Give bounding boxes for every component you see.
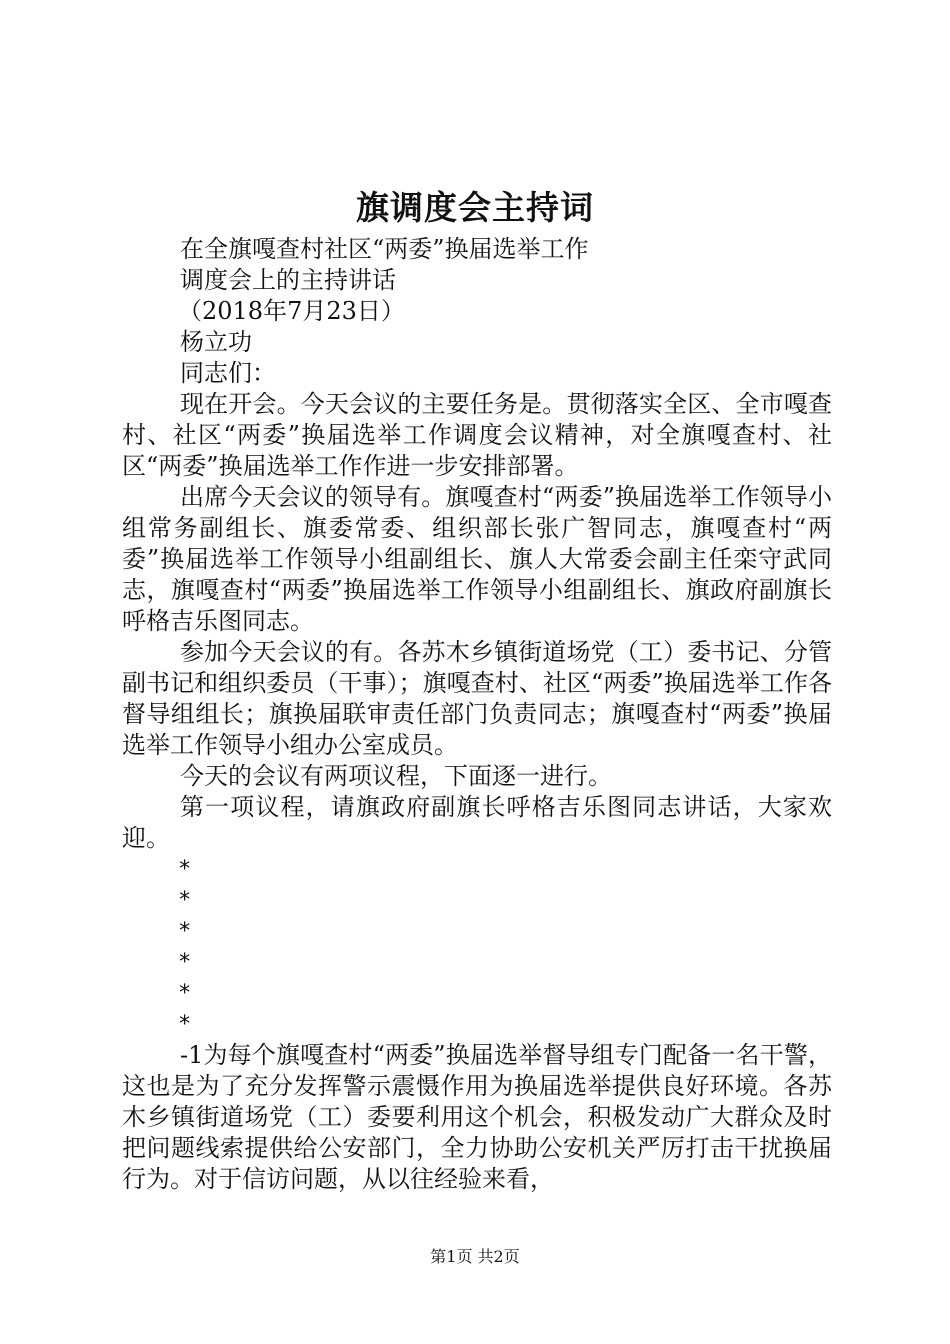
separator-star: * [178,1012,192,1037]
header-line-salutation: 同志们： [180,359,276,387]
header-line-speaker: 杨立功 [180,328,252,356]
paragraph-first-item: 第一项议程，请旗政府副旗长呼格吉乐图同志讲话，大家欢迎。 [122,793,832,852]
paragraph-attending-leaders: 出席今天会议的领导有。旗嘎查村“两委”换届选举工作领导小组常务副组长、旗委常委、组织部长张广智同志，旗嘎查村“两委”换届选举工作领导小组副组长、旗人大常委会副主任栾守武同志，旗嘎查村“两委”换届选举工作领导小组副组长、旗政府副旗长呼格吉乐图同志。 [122,483,832,635]
paragraph-closing: -1为每个旗嘎查村“两委”换届选举督导组专门配备一名干警，这也是为了充分发挥警示震慑作用为换届选举提供良好环境。各苏木乡镇街道场党（工）委要利用这个机会，积极发动广大群众及时把问题线索提供给公安部门，全力协助公安机关严厉打击干扰换届行为。对于信访问题，从以往经验来看， [122,1041,832,1193]
paragraph-agenda: 今天的会议有两项议程，下面逐一进行。 [180,762,612,790]
paragraph-participants: 参加今天会议的有。各苏木乡镇街道场党（工）委书记、分管副书记和组织委员（干事）；旗嘎查村、社区“两委”换届选举工作各督导组组长；旗换届联审责任部门负责同志；旗嘎查村“两委”换届选举工作领导小组办公室成员。 [122,638,832,759]
page-footer: 第1页 共2页 [430,1247,520,1266]
header-line-subtitle: 调度会上的主持讲话 [180,266,396,294]
header-line-event: 在全旗嘎查村社区“两委”换届选举工作 [180,235,589,263]
separator-star: * [178,857,192,882]
separator-star: * [178,950,192,975]
separator-star: * [178,981,192,1006]
document-title: 旗调度会主持词 [356,188,594,227]
separator-star: * [178,888,192,913]
paragraph-opening: 现在开会。今天会议的主要任务是。贯彻落实全区、全市嘎查村、社区“两委”换届选举工作调度会议精神，对全旗嘎查村、社区“两委”换届选举工作作进一步安排部署。 [122,390,832,480]
separator-star: * [178,919,192,944]
document-body [122,234,832,1195]
header-line-date: （2018年7月23日） [178,297,405,325]
